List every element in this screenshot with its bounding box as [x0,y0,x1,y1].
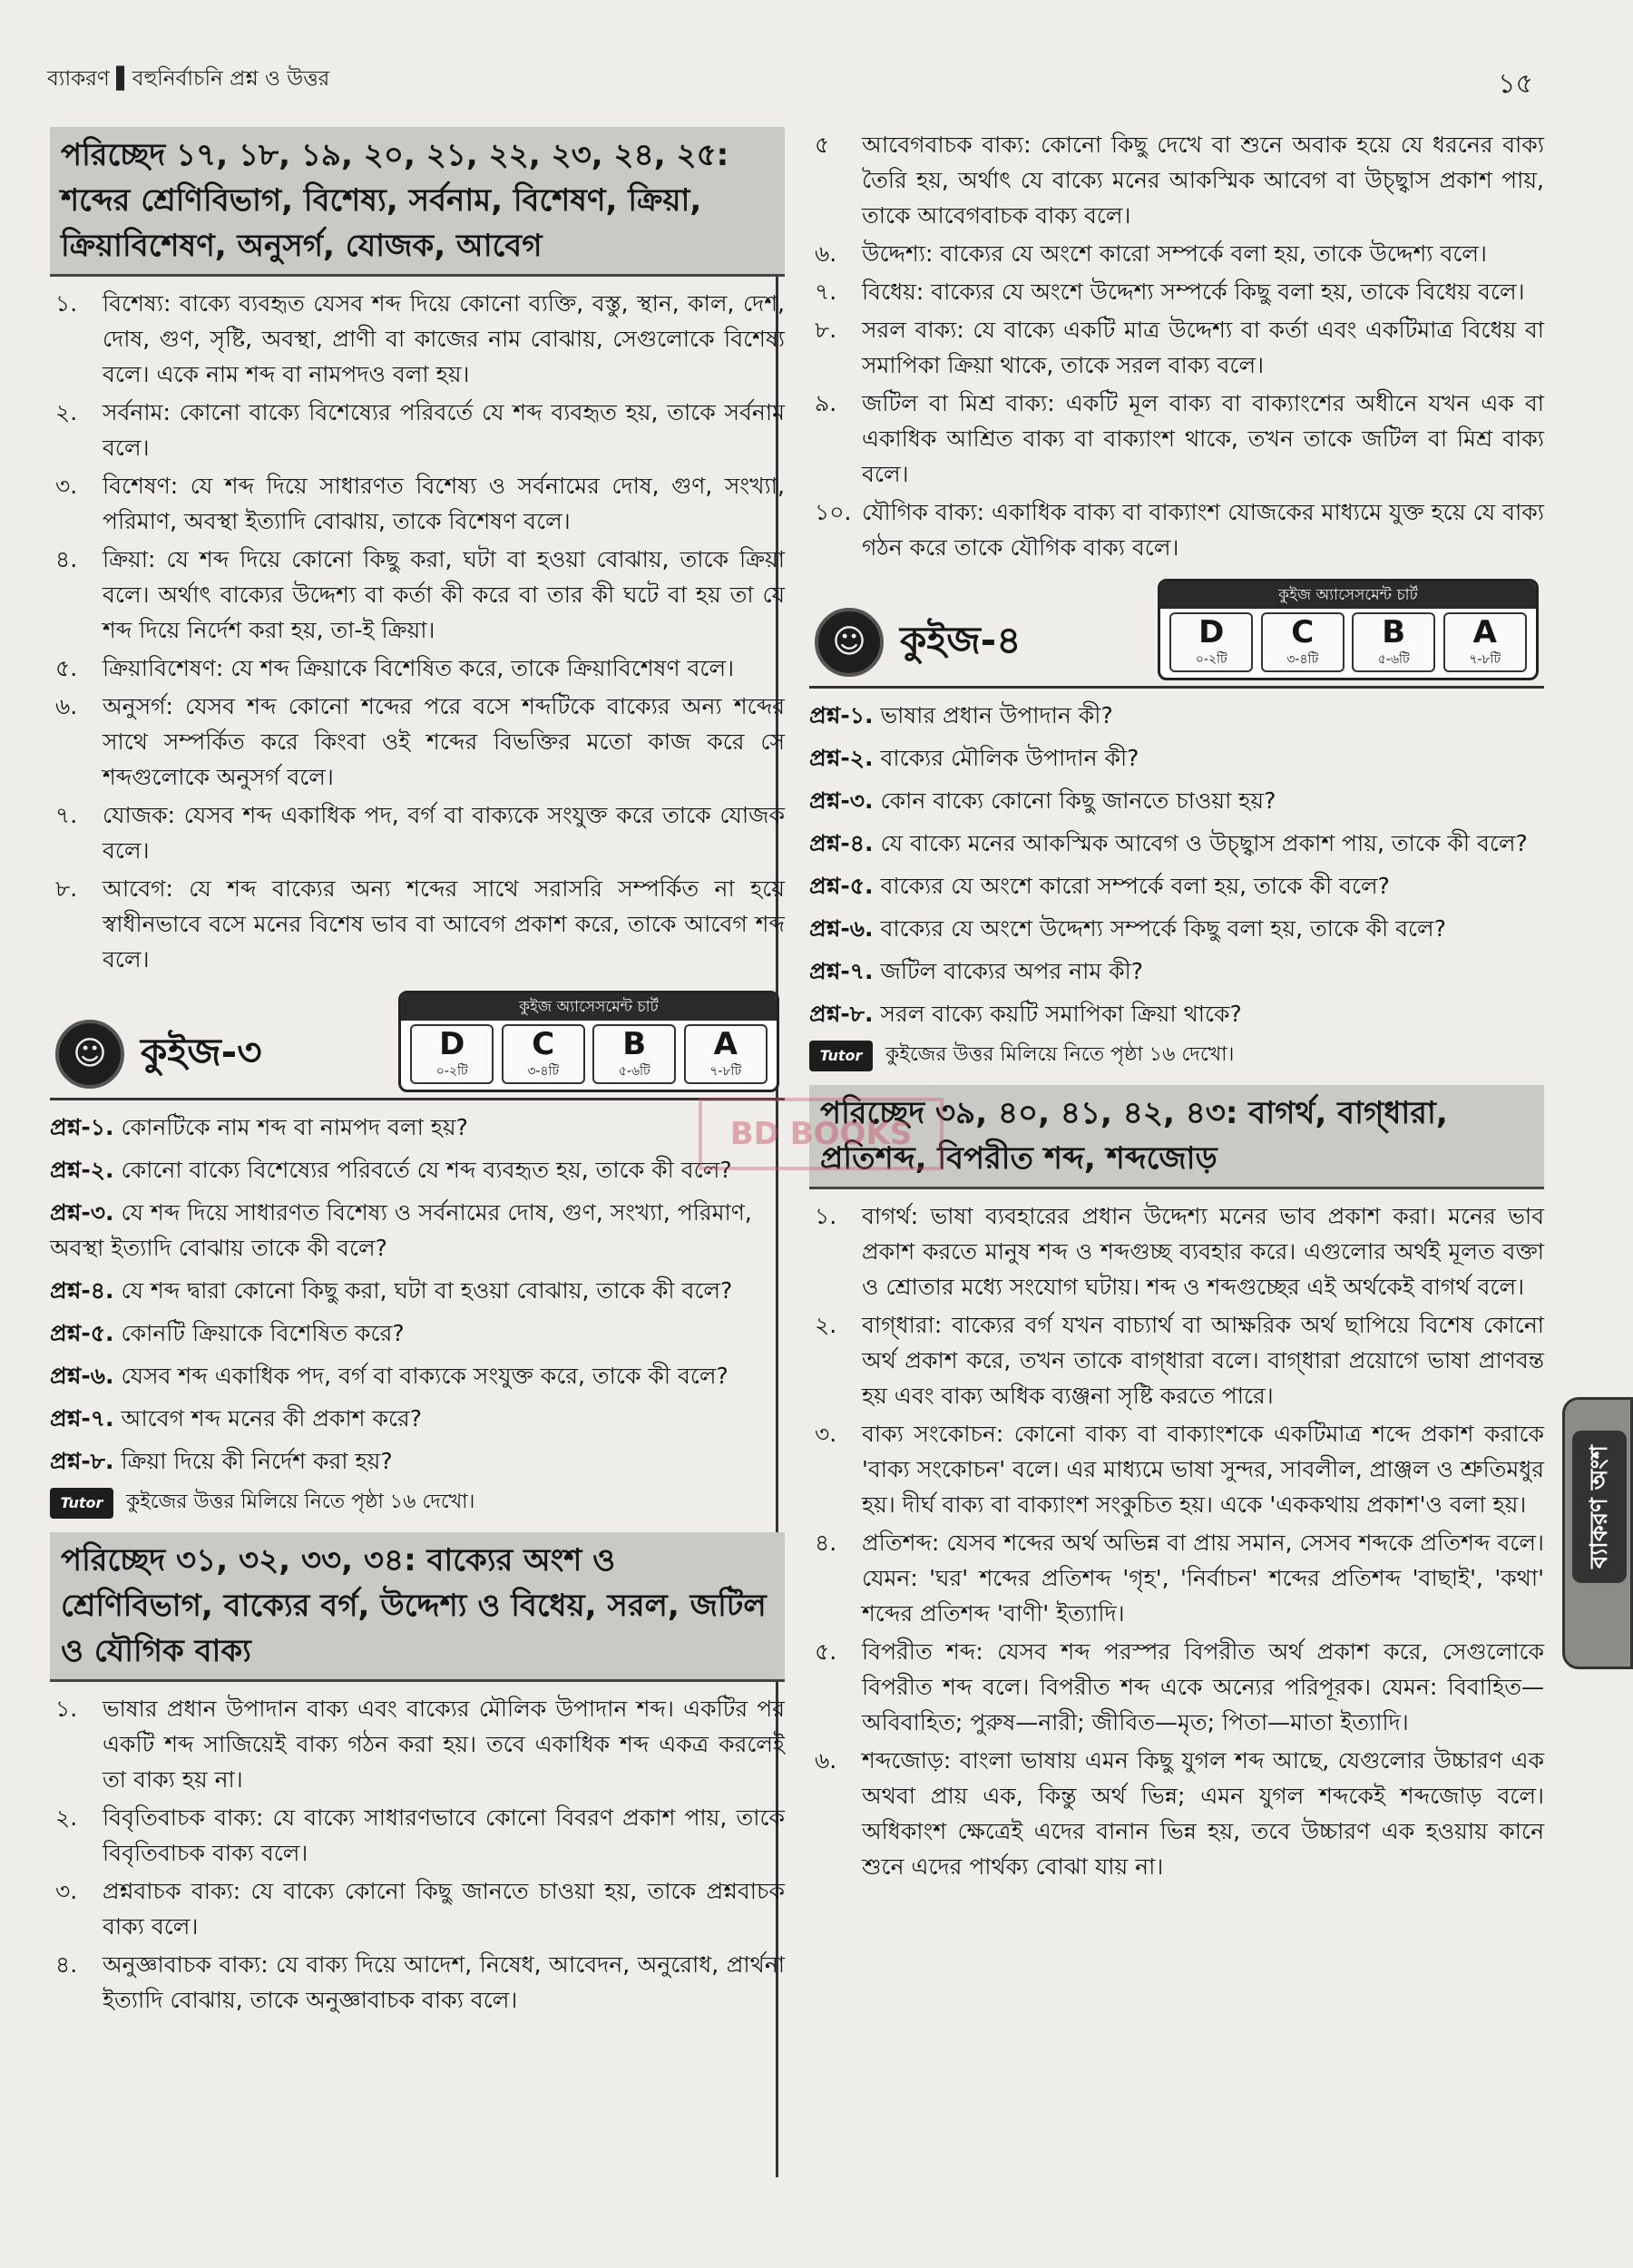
quiz-title: কুইজ-৪ [900,618,1022,662]
list-item [809,494,1544,565]
question-text: ক্রিয়া দিয়ে কী নির্দেশ করা হয়? [121,1448,393,1474]
item-number: ৬. [55,693,78,719]
grade-range: ৭-৮টি [709,1064,742,1079]
assessment-chart [398,991,779,1092]
item-number: ৫. [815,1638,837,1665]
question-label: প্রশ্ন-৮. [50,1448,114,1474]
item-text: সরল বাক্য: যে বাক্যে একটি মাত্র উদ্দেশ্য বা কর্তা এবং একটিমাত্র বিধেয় বা সমাপিকা ক্রিয়া থাকে, তাকে সরল বাক্য বলে। [862,317,1544,378]
list-item [809,236,1544,271]
item-number: ৯. [815,390,837,416]
question [50,1195,785,1266]
list-item [50,542,785,648]
grade-range: ৩-৪টি [1286,652,1319,667]
item-number: ৪. [55,546,78,572]
item-number: ৮. [815,317,837,343]
question-label: প্রশ্ন-২. [50,1157,114,1183]
question-label: প্রশ্ন-৪. [809,830,874,856]
item-number: ৩. [815,1421,837,1447]
reader-mascot-icon: ☺ [815,608,884,677]
tutor-note [809,1039,1544,1072]
item-number: ৩. [55,1878,78,1904]
item-text: বাগ্‌ধারা: বাক্যের বর্গ যখন বাচ্যার্থ বা আক্ষরিক অর্থ ছাপিয়ে বিশেষ কোনো অর্থ প্রকাশ করে, তখন তাকে বাগ্‌ধারা বলে। বাগ্‌ধারা প্রয়োগে ভাষা প্রাণবন্ত হয় এবং বাক্য অধিক ব্যঞ্জনা সৃষ্টি করতে পারে। [862,1312,1544,1409]
list-item [809,1743,1544,1884]
question-label: প্রশ্ন-৭. [50,1405,114,1432]
list-item [809,127,1544,233]
grade-letter: B [1382,614,1406,650]
list-item [50,395,785,465]
question-label: প্রশ্ন-৫. [50,1320,114,1346]
item-number: ৮. [55,875,78,902]
list-item [50,286,785,392]
item-text: বিপরীত শব্দ: যেসব শব্দ পরস্পর বিপরীত অর্থ প্রকাশ করে, সেগুলোকে বিপরীত শব্দ বলে। বিপরীত শব্দ একে অন্যের পরিপূরক। যেমন: বিবাহিত—অবিবাহিত; পুরুষ—নারী; জীবিত—মৃত; পিতা—মাতা ইত্যাদি। [862,1638,1544,1735]
question-text: যে শব্দ দ্বারা কোনো কিছু করা, ঘটা বা হওয়া বোঝায়, তাকে কী বলে? [121,1277,733,1304]
running-header: ব্যাকরণ ▌বহুনির্বাচনি প্রশ্ন ও উত্তর [47,67,330,91]
grade-box [1443,612,1527,672]
definition-list [809,127,1544,565]
grade-range: ৫-৬টি [1377,652,1410,667]
question [50,1152,785,1188]
item-text: প্রতিশব্দ: যেসব শব্দের অর্থ অভিন্ন বা প্রায় সমান, সেসব শব্দকে প্রতিশব্দ বলে। যেমন: 'ঘর' শব্দের প্রতিশব্দ 'গৃহ', 'নির্বাচন' শব্দের প্রতিশব্দ 'বাছাই', 'কথা' শব্দের প্রতিশব্দ 'বাণী' ইত্যাদি। [862,1530,1544,1627]
grade-row [1160,609,1536,678]
list-item [809,386,1544,492]
page-number: ১৫ [1498,68,1533,100]
section-heading: পরিচ্ছেদ ৩৯, ৪০, ৪১, ৪২, ৪৩: বাগর্থ, বাগ্‌ধারা, প্রতিশব্দ, বিপরীত শব্দ, শব্দজোড় [809,1085,1544,1189]
item-text: যোজক: যেসব শব্দ একাধিক পদ, বর্গ বা বাক্যকে সংযুক্ত করে তাকে যোজক বলে। [103,802,785,864]
question-text: বাক্যের যে অংশে কারো সম্পর্কে বলা হয়, তাকে কী বলে? [880,873,1390,899]
item-text: অনুজ্ঞাবাচক বাক্য: যে বাক্য দিয়ে আদেশ, নিষেধ, আবেদন, অনুরোধ, প্রার্থনা ইত্যাদি বোঝায়, তাকে অনুজ্ঞাবাচক বাক্য বলে। [103,1951,785,2013]
item-number: ২. [55,1804,78,1831]
question-text: কোনটি ক্রিয়াকে বিশেষিত করে? [121,1320,405,1346]
item-text: সর্বনাম: কোনো বাক্যে বিশেষ্যের পরিবর্তে যে শব্দ ব্যবহৃত হয়, তাকে সর্বনাম বলে। [103,399,785,461]
definition-list [50,286,785,977]
tutor-note-text: কুইজের উত্তর মিলিয়ে নিতে পৃষ্ঠা ১৬ দেখো। [885,1043,1235,1066]
list-item [50,650,785,686]
question-label: প্রশ্ন-২. [809,745,874,771]
grade-range: ০-২টি [1195,652,1227,667]
list-item [809,1307,1544,1413]
question-label: প্রশ্ন-৬. [809,915,874,942]
question [809,826,1544,861]
question [809,740,1544,776]
grade-letter: C [1291,614,1315,650]
side-tab-label: ব্যাকরণ অংশ [1572,1431,1627,1583]
grade-box [1352,612,1435,672]
quiz-header [809,582,1544,689]
quiz-questions [50,1110,785,1479]
quiz-questions [809,698,1544,1031]
list-item [50,871,785,977]
tutor-note [50,1486,785,1520]
item-number: ৬. [815,1747,837,1774]
list-item [809,1198,1544,1305]
item-text: প্রশ্নবাচক বাক্য: যে বাক্যে কোনো কিছু জানতে চাওয়া হয়, তাকে প্রশ্নবাচক বাক্য বলে। [103,1878,785,1940]
question-text: বাক্যের যে অংশে উদ্দেশ্য সম্পর্কে কিছু বলা হয়, তাকে কী বলে? [880,915,1446,942]
question [809,996,1544,1031]
item-number: ১০. [815,499,852,525]
right-column [809,127,1544,1887]
question-label: প্রশ্ন-৩. [809,787,874,814]
grade-range: ৫-৬টি [618,1064,650,1079]
grade-box [684,1024,768,1084]
question [50,1273,785,1308]
question-text: যে শব্দ দিয়ে সাধারণত বিশেষ্য ও সর্বনামের দোষ, গুণ, সংখ্যা, পরিমাণ, অবস্থা ইত্যাদি বোঝায় তাকে কী বলে? [50,1199,752,1261]
item-text: যৌগিক বাক্য: একাধিক বাক্য বা বাক্যাংশ যোজকের মাধ্যমে যুক্ত হয়ে যে বাক্য গঠন করে তাকে যৌগিক বাক্য বলে। [862,499,1544,561]
section-side-tab [1562,1397,1633,1669]
left-column [50,127,785,2020]
item-number: ১. [55,290,78,317]
item-text: অনুসর্গ: যেসব শব্দ কোনো শব্দের পরে বসে শব্দটিকে বাক্যের অন্য শব্দের সাথে সম্পর্কিত করে কিংবা ওই শব্দের বিভক্তির মতো কাজ করে সে শব্দগুলোকে অনুসর্গ বলে। [103,693,785,790]
list-item [50,1800,785,1871]
grade-letter: D [439,1026,465,1062]
tutor-icon: Tutor [50,1488,113,1519]
item-text: উদ্দেশ্য: বাক্যের যে অংশে কারো সম্পর্কে বলা হয়, তাকে উদ্দেশ্য বলে। [862,240,1487,267]
grade-range: ৩-৪টি [527,1064,560,1079]
list-item [50,1691,785,1797]
list-item [809,1416,1544,1522]
question [50,1110,785,1145]
question-text: কোনো বাক্যে বিশেষ্যের পরিবর্তে যে শব্দ ব্যবহৃত হয়, তাকে কী বলে? [121,1157,732,1183]
grade-letter: A [713,1026,738,1062]
quiz-title: কুইজ-৩ [141,1030,262,1074]
question-text: যে বাক্যে মনের আকস্মিক আবেগ ও উচ্ছ্বাস প্রকাশ পায়, তাকে কী বলে? [880,830,1528,856]
item-text: আবেগবাচক বাক্য: কোনো কিছু দেখে বা শুনে অবাক হয়ে যে ধরনের বাক্য তৈরি হয়, অর্থাৎ যে বাক্যে মনের আকস্মিক আবেগ বা উচ্ছ্বাস প্রকাশ পায়, তাকে আবেগবাচক বাক্য বলে। [862,132,1544,229]
assessment-caption: কুইজ অ্যাসেসমেন্ট চার্ট [401,993,777,1021]
question-text: যেসব শব্দ একাধিক পদ, বর্গ বা বাক্যকে সংযুক্ত করে, তাকে কী বলে? [121,1363,728,1389]
question [809,868,1544,904]
item-text: জটিল বা মিশ্র বাক্য: একটি মূল বাক্য বা বাক্যাংশের অধীনে যখন এক বা একাধিক আশ্রিত বাক্য বা বাক্যাংশ থাকে, তখন তাকে জটিল বা মিশ্র বাক্য বলে। [862,390,1544,487]
item-text: বিশেষ্য: বাক্যে ব্যবহৃত যেসব শব্দ দিয়ে কোনো ব্যক্তি, বস্তু, স্থান, কাল, দেশ, দোষ, গুণ, সৃষ্টি, অবস্থা, প্রাণী বা কাজের নাম বোঝায়, সেগুলোকে বিশেষ্য বলে। একে নাম শব্দ বা নামপদও বলা হয়। [103,290,785,387]
item-number: ৬. [815,240,837,267]
grade-box [592,1024,676,1084]
definition-list [50,1691,785,2018]
grade-letter: B [622,1026,647,1062]
item-text: বিবৃতিবাচক বাক্য: যে বাক্যে সাধারণভাবে কোনো বিবরণ প্রকাশ পায়, তাকে বিবৃতিবাচক বাক্য বলে। [103,1804,785,1866]
list-item [809,1525,1544,1631]
reader-mascot-icon: ☺ [55,1020,124,1089]
item-number: ৫ [815,132,830,158]
question-label: প্রশ্ন-৬. [50,1363,114,1389]
section-heading: পরিচ্ছেদ ১৭, ১৮, ১৯, ২০, ২১, ২২, ২৩, ২৪, ২৫: শব্দের শ্রেণিবিভাগ, বিশেষ্য, সর্বনাম, বিশেষণ, ক্রিয়া, ক্রিয়াবিশেষণ, অনুসর্গ, যোজক, আবেগ [50,127,785,277]
list-item [50,468,785,539]
item-number: ৪. [55,1951,78,1978]
question-label: প্রশ্ন-৪. [50,1277,114,1304]
list-item [50,689,785,795]
question [50,1358,785,1393]
question-text: কোনটিকে নাম শব্দ বা নামপদ বলা হয়? [121,1114,468,1140]
assessment-caption: কুইজ অ্যাসেসমেন্ট চার্ট [1160,582,1536,609]
question-label: প্রশ্ন-৭. [809,958,874,984]
grade-letter: C [532,1026,555,1062]
list-item [809,1634,1544,1740]
grade-range: ০-২টি [435,1064,468,1079]
question [809,698,1544,733]
tutor-note-text: কুইজের উত্তর মিলিয়ে নিতে পৃষ্ঠা ১৬ দেখো। [126,1491,475,1513]
quiz-header [50,993,785,1100]
question-label: প্রশ্ন-৫. [809,873,874,899]
question [50,1315,785,1351]
item-text: ক্রিয়াবিশেষণ: যে শব্দ ক্রিয়াকে বিশেষিত করে, তাকে ক্রিয়াবিশেষণ বলে। [103,655,735,681]
item-number: ১. [55,1696,78,1722]
item-text: ভাষার প্রধান উপাদান বাক্য এবং বাক্যের মৌলিক উপাদান শব্দ। একটির পর একটি শব্দ সাজিয়েই বাক্য গঠন করা হয়। তবে একাধিক শব্দ একত্র করলেই তা বাক্য হয় না। [103,1696,785,1793]
item-text: বাক্য সংকোচন: কোনো বাক্য বা বাক্যাংশকে একটিমাত্র শব্দে প্রকাশ করাকে 'বাক্য সংকোচন' বলে। এর মাধ্যমে ভাষা সুন্দর, সাবলীল, প্রাঞ্জল ও শ্রুতিমধুর হয়। দীর্ঘ বাক্য বা বাক্যাংশ সংকুচিত হয়। একে 'এককথায় প্রকাশ'ও বলা হয়। [862,1421,1544,1518]
list-item [809,274,1544,309]
section-heading: পরিচ্ছেদ ৩১, ৩২, ৩৩, ৩৪: বাক্যের অংশ ও শ্রেণিবিভাগ, বাক্যের বর্গ, উদ্দেশ্য ও বিধেয়, সরল, জটিল ও যৌগিক বাক্য [50,1532,785,1682]
list-item [809,312,1544,383]
question [809,953,1544,989]
list-item [50,1947,785,2018]
item-text: বিধেয়: বাক্যের যে অংশে উদ্দেশ্য সম্পর্কে কিছু বলা হয়, তাকে বিধেয় বলে। [862,279,1525,305]
watermark: BD BOOKS [699,1098,944,1170]
assessment-chart [1158,579,1539,680]
question-text: জটিল বাক্যের অপর নাম কী? [880,958,1144,984]
item-text: আবেগ: যে শব্দ বাক্যের অন্য শব্দের সাথে সরাসরি সম্পর্কিত না হয়ে স্বাধীনভাবে বসে মনের বিশেষ ভাব বা আবেগ প্রকাশ করে, তাকে আবেগ শব্দ বলে। [103,875,785,973]
question-label: প্রশ্ন-১. [809,702,874,728]
item-number: ১. [815,1203,837,1229]
definition-list [809,1198,1544,1884]
question-text: সরল বাক্যে কয়টি সমাপিকা ক্রিয়া থাকে? [880,1001,1242,1027]
question-text: আবেগ শব্দ মনের কী প্রকাশ করে? [121,1405,423,1432]
list-item [50,1873,785,1944]
item-number: ৩. [55,473,78,499]
question-text: ভাষার প্রধান উপাদান কী? [880,702,1113,728]
item-text: বিশেষণ: যে শব্দ দিয়ে সাধারণত বিশেষ্য ও সর্বনামের দোষ, গুণ, সংখ্যা, পরিমাণ, অবস্থা ইত্যাদি বোঝায়, তাকে বিশেষণ বলে। [103,473,785,534]
grade-box [1169,612,1253,672]
item-text: ক্রিয়া: যে শব্দ দিয়ে কোনো কিছু করা, ঘটা বা হওয়া বোঝায়, তাকে ক্রিয়া বলে। অর্থাৎ বাক্যের উদ্দেশ্য বা কর্তা কী করে বা তার কী ঘটে বা হয় তা যে শব্দ দিয়ে নির্দেশ করা হয়, তা-ই ক্রিয়া। [103,546,785,643]
question [50,1401,785,1436]
grade-letter: A [1472,614,1497,650]
item-text: শব্দজোড়: বাংলা ভাষায় এমন কিছু যুগল শব্দ আছে, যেগুলোর উচ্চারণ এক অথবা প্রায় এক, কিন্তু অর্থ ভিন্ন; এমন যুগল শব্দকেই শব্দজোড় বলে। অধিকাংশ ক্ষেত্রেই এদের বানান ভিন্ন হয়, তবে উচ্চারণ এক হওয়ায় কানে শুনে এদের পার্থক্য বোঝা যায় না। [862,1747,1544,1880]
question-label: প্রশ্ন-১. [50,1114,114,1140]
question-text: কোন বাক্যে কোনো কিছু জানতে চাওয়া হয়? [880,787,1276,814]
question-text: বাক্যের মৌলিক উপাদান কী? [880,745,1139,771]
grade-box [502,1024,585,1084]
question [809,911,1544,946]
item-text: বাগর্থ: ভাষা ব্যবহারের প্রধান উদ্দেশ্য মনের ভাব প্রকাশ করা। মনের ভাব প্রকাশ করতে মানুষ শব্দ ও শব্দগুচ্ছ ব্যবহার করে। এগুলোর অর্থই মূলত বক্তা ও শ্রোতার মধ্যে সংযোগ ঘটায়। শব্দ ও শব্দগুচ্ছের এই অর্থকেই বাগর্থ বলে। [862,1203,1544,1300]
item-number: ৫. [55,655,78,681]
item-number: ২. [55,399,78,425]
list-item [50,797,785,868]
item-number: ২. [815,1312,837,1338]
tutor-icon: Tutor [809,1041,873,1071]
grade-row [401,1021,777,1090]
question [809,783,1544,818]
grade-range: ৭-৮টি [1469,652,1501,667]
question-label: প্রশ্ন-৩. [50,1199,114,1226]
item-number: ৭. [55,802,78,828]
item-number: ৭. [815,279,837,305]
grade-box [410,1024,494,1084]
grade-box [1261,612,1345,672]
question-label: প্রশ্ন-৮. [809,1001,874,1027]
item-number: ৪. [815,1530,837,1556]
question [50,1443,785,1479]
grade-letter: D [1198,614,1225,650]
